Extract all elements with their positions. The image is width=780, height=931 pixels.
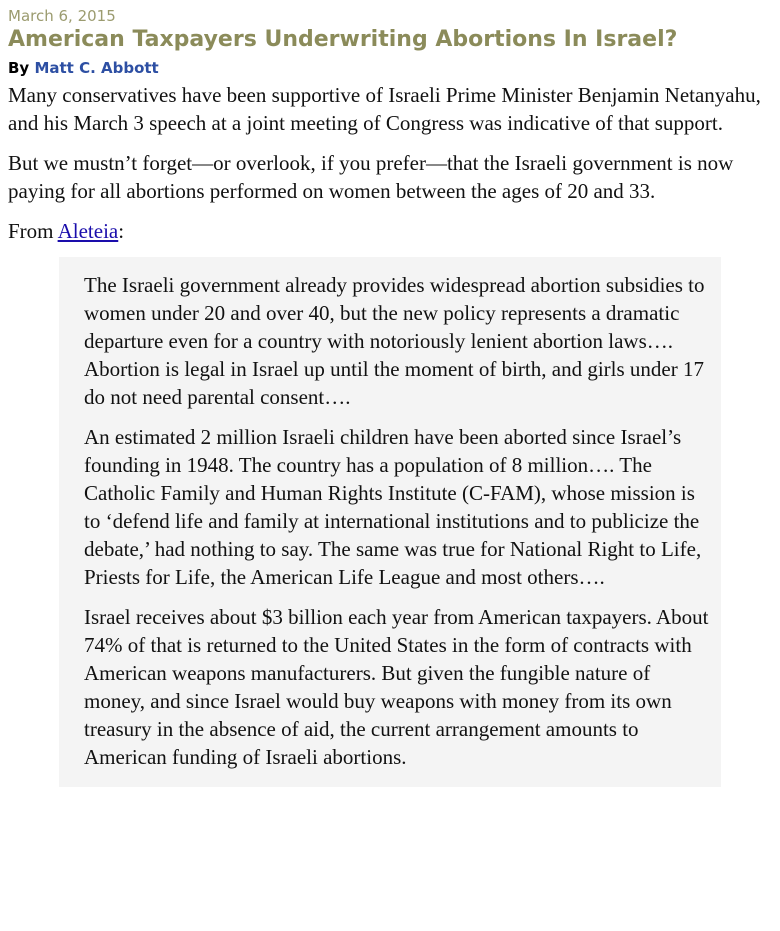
article-body xyxy=(8,81,770,787)
byline-prefix: By xyxy=(8,59,30,77)
source-line xyxy=(8,217,770,245)
quote-paragraph: An estimated 2 million Israeli children have been aborted since Israel’s founding in 1948. The country has a population of 8 million…. The Catholic Family and Human Rights Institute (C-FAM), whose mission is to ‘defend life and family at international institutions and to publicize the debate,’ had nothing to say. The same was true for National Right to Life, Priests for Life, the American Life League and most others…. xyxy=(84,425,702,589)
body-paragraph: Many conservatives have been supportive of Israeli Prime Minister Benjamin Netanyahu, and his March 3 speech at a joint meeting of Congress was indicative of that support. xyxy=(8,83,761,135)
body-paragraph: But we mustn’t forget—or overlook, if you prefer—that the Israeli government is now paying for all abortions performed on women between the ages of 20 and 33. xyxy=(8,151,734,203)
byline xyxy=(8,59,770,77)
quote-paragraph: Israel receives about $3 billion each year from American taxpayers. About 74% of that is returned to the United States in the form of contracts with American weapons manufacturers. But given the fungible nature of money, and since Israel would buy weapons with money from its own treasury in the absence of aid, the current arrangement amounts to American funding of Israeli abortions. xyxy=(84,605,709,769)
source-link[interactable]: Aleteia xyxy=(57,219,119,243)
from-suffix: : xyxy=(118,219,125,243)
from-prefix: From xyxy=(8,219,54,243)
blockquote xyxy=(59,257,721,787)
article xyxy=(8,0,770,787)
quote-paragraph: The Israeli government already provides widespread abortion subsidies to women under 20 and over 40, but the new policy represents a dramatic departure even for a country with notoriously lenient abortion laws…. Abortion is legal in Israel up until the moment of birth, and girls under 17 do not need parental consent…. xyxy=(84,273,705,409)
post-date: March 6, 2015 xyxy=(8,7,116,25)
author-link[interactable]: Matt C. Abbott xyxy=(34,59,159,77)
post-title[interactable]: American Taxpayers Underwriting Abortions In Israel? xyxy=(8,27,678,52)
